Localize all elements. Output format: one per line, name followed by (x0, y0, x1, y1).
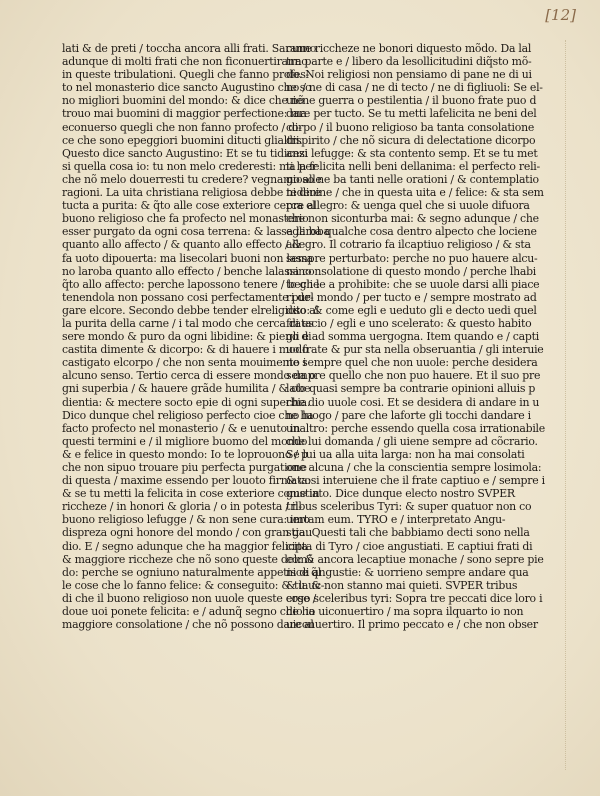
text-line: tra parte e / libero da lesollicitudini diq̃sto mõ- (286, 55, 532, 69)
left-text-column (62, 42, 330, 632)
text-line: che lui domanda / gli uiene sempre ad cõcrario. (286, 434, 538, 448)
text-line: do. Noi religiosi non pensiamo di pane ne di ui (286, 68, 532, 82)
text-line: one alcuna / che la conscientia sempre losimola: (286, 461, 542, 474)
text-line: gioso ne ba tanti nelle orationi / & contemplatio (286, 172, 539, 186)
text-line: che non siconturba mai: & segno adunque / che (286, 212, 539, 226)
text-line: no luogo / pare che laforte gli tocchi dandare i (286, 408, 531, 422)
right-text-column (286, 42, 545, 632)
text-line: sempre perturbato: perche no puo hauere alcu- (286, 251, 538, 265)
text-line: to nel monasterio dice sancto Augustino che so (62, 81, 312, 95)
text-line: & maggiore riccheze che nõ sono queste delmõ (62, 552, 314, 566)
text-line: ni di angustie: & uorrieno sempre andare qua (286, 565, 529, 579)
text-line: allegro. Il cotrario fa ilcaptiuo religioso / & sta (286, 238, 531, 252)
text-line: trouo mai buomini di maggior perfectione: ma (62, 107, 307, 121)
text-line: no / ne di casa / ne di tecto / ne di figliuoli: Se el- (286, 81, 543, 95)
text-line: facto profecto nel monasterio / & e uenuto in (62, 421, 300, 435)
text-line: cune riccheze ne bonori diquesto mõdo. Da lal (286, 42, 532, 55)
text-line: buono religioso lefugge / & non sene cura: imo (62, 513, 310, 527)
text-line: maggiore consolatione / che nõ possono dare al (62, 618, 314, 632)
text-line: doue uoi ponete felicita: e / adunq̃ segno che ha (62, 605, 315, 619)
text-line: no laroba quanto allo effecto / benche lalassino (62, 264, 312, 278)
text-line: esser purgato da ogni cosa terrena: & lassa laroba (62, 225, 330, 239)
text-line: buono religioso che fa profecto nel monasterio (62, 212, 309, 226)
text-line: gli e ad somma uergogna. Item quando e / capti (286, 330, 539, 344)
text-line: adunque di molti frati che non ficonuertiranno (62, 55, 308, 69)
text-line: econuerso quegli che non fanno profecto / di- (62, 120, 302, 134)
text-line: dio. E / segno adunque che ha maggior felicita (62, 539, 308, 553)
text-line: Se lui ua alla uita larga: non ha mai consolati (286, 447, 525, 461)
text-line: lato quasi sempre ba contrarie opinioni alluis p (286, 382, 536, 396)
text-line: gare elcore. Secondo debbe tender elreligioso al (62, 303, 319, 317)
text-line: in queste tribulationi. Quegli che fanno profes- (62, 68, 309, 82)
text-line: quanto allo affecto / & quanto allo effecto / & (62, 238, 302, 252)
text-line: q̃to allo affecto: perche lapossono tenere / beche (62, 277, 320, 291)
text-line: & la & non stanno mai quieti. SVPER tribus (286, 578, 518, 592)
text-line: tucta a purita: & q̃to alle cose exteriore cerca el (62, 199, 316, 213)
text-line: di che il buono religioso non uuole queste cose / (62, 591, 317, 605)
text-line: ce che sono epeggiori buomini ditucti glialtri. (62, 133, 303, 147)
text-line: ri del mondo / per tucto e / sempre mostrato ad (286, 290, 537, 304)
text-line: & se tu metti la felicita in cose exteriore come in (62, 487, 320, 501)
text-line: egli ba qualche cosa dentro alpecto che lociene (286, 225, 537, 239)
text-line: uiconuertiro. Il primo peccato e / che non obser (286, 618, 538, 632)
text-line: co: & ancora lecaptiue monache / sono sepre pie (286, 552, 544, 566)
text-line: dio io uiconuertiro / ma sopra ilquarto io non (286, 605, 524, 619)
text-line: riccheze / in honori & gloria / o in potesta / il- (62, 500, 302, 514)
text-line: ragioni. La uita christiana religiosa debbe tedere (62, 186, 321, 200)
text-line: uo frate & pur sta nella obseruantia / gli interuie (286, 343, 544, 357)
text-line: pre allegro: & uenga quel che si uuole difuora (286, 199, 530, 213)
text-line: di questa / maxime essendo per louoto firmata: (62, 474, 311, 488)
text-line: corpo / il buono religioso ba tanta consolatione (286, 120, 535, 134)
text-line: to gli le a prohibite: che se uuole darsi alli piace (286, 277, 540, 291)
margin-rule (564, 40, 566, 770)
text-line: ergo sceleribus tyri: Sopra tre peccati dice loro i (286, 591, 543, 605)
text-line: fa uoto dipouerta: ma lisecolari buoni non lassa (62, 251, 313, 265)
text-line: che nõ melo douerresti tu credere? vegnamo alle (62, 172, 322, 186)
text-line: uiene guerra o pestilentia / il buono frate puo d (286, 94, 537, 108)
text-line: gni superbia / & hauere grãde humilita / & obe (62, 382, 311, 396)
text-line: no migliori buomini del mondo: & dice che nõ (62, 94, 304, 108)
text-line: dispirito / che nõ sicura di delectatione dicorpo (286, 133, 536, 147)
text-line: dientia: & mectere socto epie di ogni superbia. (62, 395, 311, 409)
text-line: uertam eum. TYRO e / interpretato Angu- (286, 513, 506, 527)
text-line: & cosi interuiene che il frate captiuo e / sempre i (286, 474, 545, 488)
text-line: sempre quello che non puo hauere. Et il suo pre (286, 369, 541, 383)
text-line: Questo dice sancto Augustino: Et se tu tidicesi (62, 146, 308, 160)
text-line: dito: & come egli e ueduto gli e decto uedi quel (286, 303, 537, 317)
text-line: tribus sceleribus Tyri: & super quatuor non co (286, 500, 532, 514)
text-line: anzi lefugge: & sta contento semp. Et se tu met (286, 146, 538, 160)
text-line: unaltro: perche essendo quella cosa irrationabile (286, 421, 545, 435)
text-line: castita dimente & dicorpo: & di hauere i modo (62, 343, 309, 357)
text-line: lati & de preti / toccha ancora alli frati. Saranno (62, 42, 317, 55)
text-line: ne sempre quel che non uuole: perche desidera (286, 356, 538, 370)
text-line: alcuno senso. Tertio cerca di essere mondo da o (62, 369, 316, 383)
text-line: si quella cosa io: tu non melo crederesti: ma per (62, 159, 317, 173)
text-line: cipta di Tyro / cioe angustiati. E captiui frati di (286, 539, 533, 553)
text-line: castigato elcorpo / che non senta mouimento i (62, 356, 307, 370)
text-line: che non sipuo trouare piu perfecta purgatione (62, 461, 307, 474)
text-line: gustiato. Dice dunque electo nostro SVPER (286, 487, 515, 501)
text-line: ti la felicita nelli beni dellanima: el perfecto reli- (286, 159, 540, 173)
text-line: le cose che lo fanno felice: & conseguito: & tu uc- (62, 578, 325, 592)
text-line: fratacio / egli e uno scelerato: & questo habito (286, 316, 532, 330)
text-line: dispreza ogni honore del mondo / con gran gau (62, 526, 312, 540)
text-line: stia: Questi tali che babbiamo decti sono nella (286, 526, 530, 540)
folio-number: [12] (545, 6, 576, 24)
text-line: che dio uuole cosi. Et se desidera di andare in u (286, 395, 540, 409)
text-line: questi termini e / il migliore buomo del mondo (62, 434, 308, 448)
text-line: sere mondo & puro da ogni libidine: & pieno di (62, 330, 312, 344)
text-line: ni diuine / che in questa uita e / felice: & sta sem (286, 186, 544, 200)
text-line: tenendola non possano cosi perfectamente pur- (62, 290, 314, 304)
text-line: la purita della carne / i tal modo che cerca di es (62, 316, 314, 330)
text-line: Dico dunque chel religioso perfecto cioe che ha (62, 408, 314, 422)
text-line: na consolatione di questo mondo / perche lhabi (286, 264, 537, 278)
text-line: & e felice in questo mondo: Io te loprouono / p (62, 447, 308, 461)
text-line: dare per tucto. Se tu metti lafelicita ne beni del (286, 107, 537, 121)
text-line: do: perche se ogniuno naturalmente appetisce q̃l (62, 565, 322, 579)
